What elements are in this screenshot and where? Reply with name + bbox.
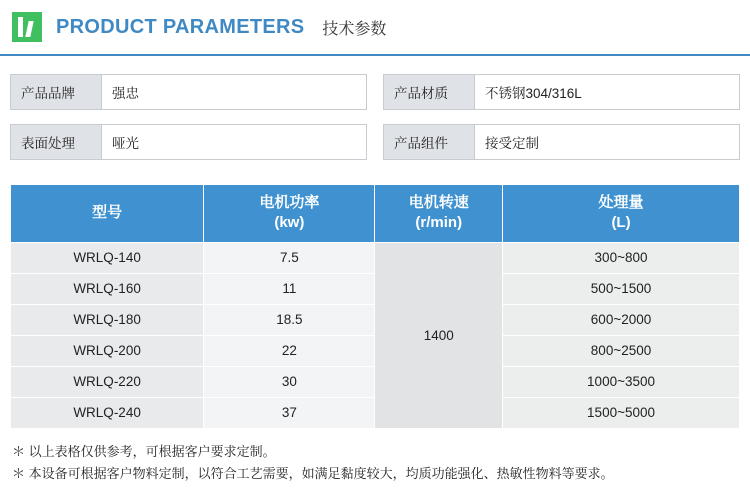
- cell-power: 11: [204, 273, 375, 304]
- cell-volume: 600~2000: [503, 304, 740, 335]
- cell-power: 37: [204, 397, 375, 428]
- spec-label-brand: 产品品牌: [10, 74, 102, 110]
- cell-model: WRLQ-140: [11, 242, 204, 273]
- spec-label-material: 产品材质: [383, 74, 475, 110]
- cell-volume: 1000~3500: [503, 366, 740, 397]
- spec-pair: [10, 74, 367, 110]
- spec-pair: [383, 74, 740, 110]
- cell-volume: 800~2500: [503, 335, 740, 366]
- column-header-speed: [375, 185, 503, 243]
- parameter-table: [10, 184, 740, 429]
- cell-power: 18.5: [204, 304, 375, 335]
- spec-value-brand: 强忠: [102, 74, 367, 110]
- footnote-1: ＊ 以上表格仅供参考，可根据客户要求定制。: [12, 443, 276, 459]
- spec-value-surface: 哑光: [102, 124, 367, 160]
- spec-row: [10, 124, 740, 160]
- spec-gap: [367, 124, 383, 160]
- column-header-volume: [503, 185, 740, 243]
- cell-power: 30: [204, 366, 375, 397]
- column-header-model-line1: 型号: [92, 204, 123, 222]
- brand-logo-icon: [12, 12, 42, 42]
- cell-volume: 1500~5000: [503, 397, 740, 428]
- parameter-table-wrapper: [0, 178, 750, 429]
- cell-model: WRLQ-200: [11, 335, 204, 366]
- spec-pair: [383, 124, 740, 160]
- table-header-row: [11, 185, 740, 243]
- column-header-volume-line2: (L): [611, 214, 631, 232]
- cell-speed-merged: 1400: [375, 242, 503, 428]
- column-header-power-line2: (kw): [274, 214, 305, 232]
- spec-row: [10, 74, 740, 110]
- column-header-volume-line1: 处理量: [598, 194, 644, 211]
- column-header-speed-line1: 电机转速: [408, 194, 469, 211]
- spec-pair: [10, 124, 367, 160]
- cell-model: WRLQ-240: [11, 397, 204, 428]
- spec-value-components: 接受定制: [475, 124, 740, 160]
- column-header-power-line1: 电机功率: [259, 194, 320, 211]
- cell-volume: 500~1500: [503, 273, 740, 304]
- column-header-power: [204, 185, 375, 243]
- cell-model: WRLQ-160: [11, 273, 204, 304]
- cell-power: 7.5: [204, 242, 375, 273]
- spec-list: [0, 56, 750, 178]
- spec-label-surface: 表面处理: [10, 124, 102, 160]
- page-title-cn: 技术参数: [322, 20, 387, 38]
- table-row: [11, 242, 740, 273]
- cell-model: WRLQ-180: [11, 304, 204, 335]
- page-header: [0, 0, 750, 56]
- footnotes: [0, 429, 750, 487]
- page-title-en: PRODUCT PARAMETERS: [56, 15, 305, 38]
- column-header-model: [11, 185, 204, 243]
- spec-value-material: 不锈钢304/316L: [475, 74, 740, 110]
- column-header-speed-line2: (r/min): [415, 214, 463, 232]
- footnote-2: ＊ 本设备可根据客户物料定制，以符合工艺需要，如满足黏度较大，均质功能强化、热敏性物料等要求。: [12, 466, 614, 482]
- cell-power: 22: [204, 335, 375, 366]
- spec-label-components: 产品组件: [383, 124, 475, 160]
- cell-volume: 300~800: [503, 242, 740, 273]
- spec-gap: [367, 74, 383, 110]
- cell-model: WRLQ-220: [11, 366, 204, 397]
